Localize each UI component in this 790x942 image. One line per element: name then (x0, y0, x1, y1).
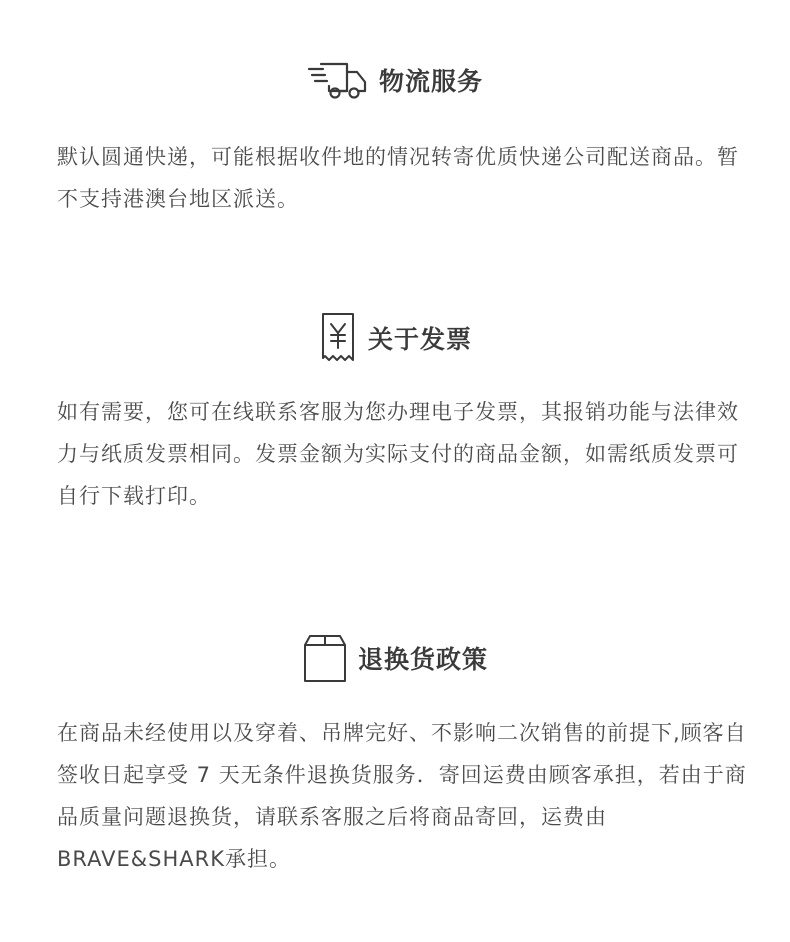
returns-section (0, 630, 790, 686)
invoice-heading (0, 310, 790, 366)
returns-text: 在商品未经使用以及穿着、吊牌完好、不影响二次销售的前提下,顾客自签收日起享受 7 天无条件退换货服务．寄回运费由顾客承担，若由于商品质量问题退换货，请联系客服之后将商品寄回，运费由BRAVE&SHARK承担。 (57, 721, 747, 871)
returns-heading (0, 630, 790, 686)
invoice-text: 如有需要，您可在线联系客服为您办理电子发票，其报销功能与法律效力与纸质发票相同。发票金额为实际支付的商品金额，如需纸质发票可自行下载打印。 (57, 400, 739, 508)
invoice-title: 关于发票 (367, 325, 472, 354)
logistics-title: 物流服务 (378, 67, 483, 96)
box-icon (302, 633, 348, 683)
logistics-heading (0, 52, 790, 108)
delivery-truck-icon (307, 60, 369, 100)
returns-title: 退换货政策 (357, 645, 488, 674)
logistics-text: 默认圆通快递，可能根据收件地的情况转寄优质快递公司配送商品。暂不支持港澳台地区派送。 (57, 145, 739, 211)
receipt-yen-icon (318, 312, 358, 364)
invoice-section (0, 310, 790, 366)
logistics-section (0, 52, 790, 108)
